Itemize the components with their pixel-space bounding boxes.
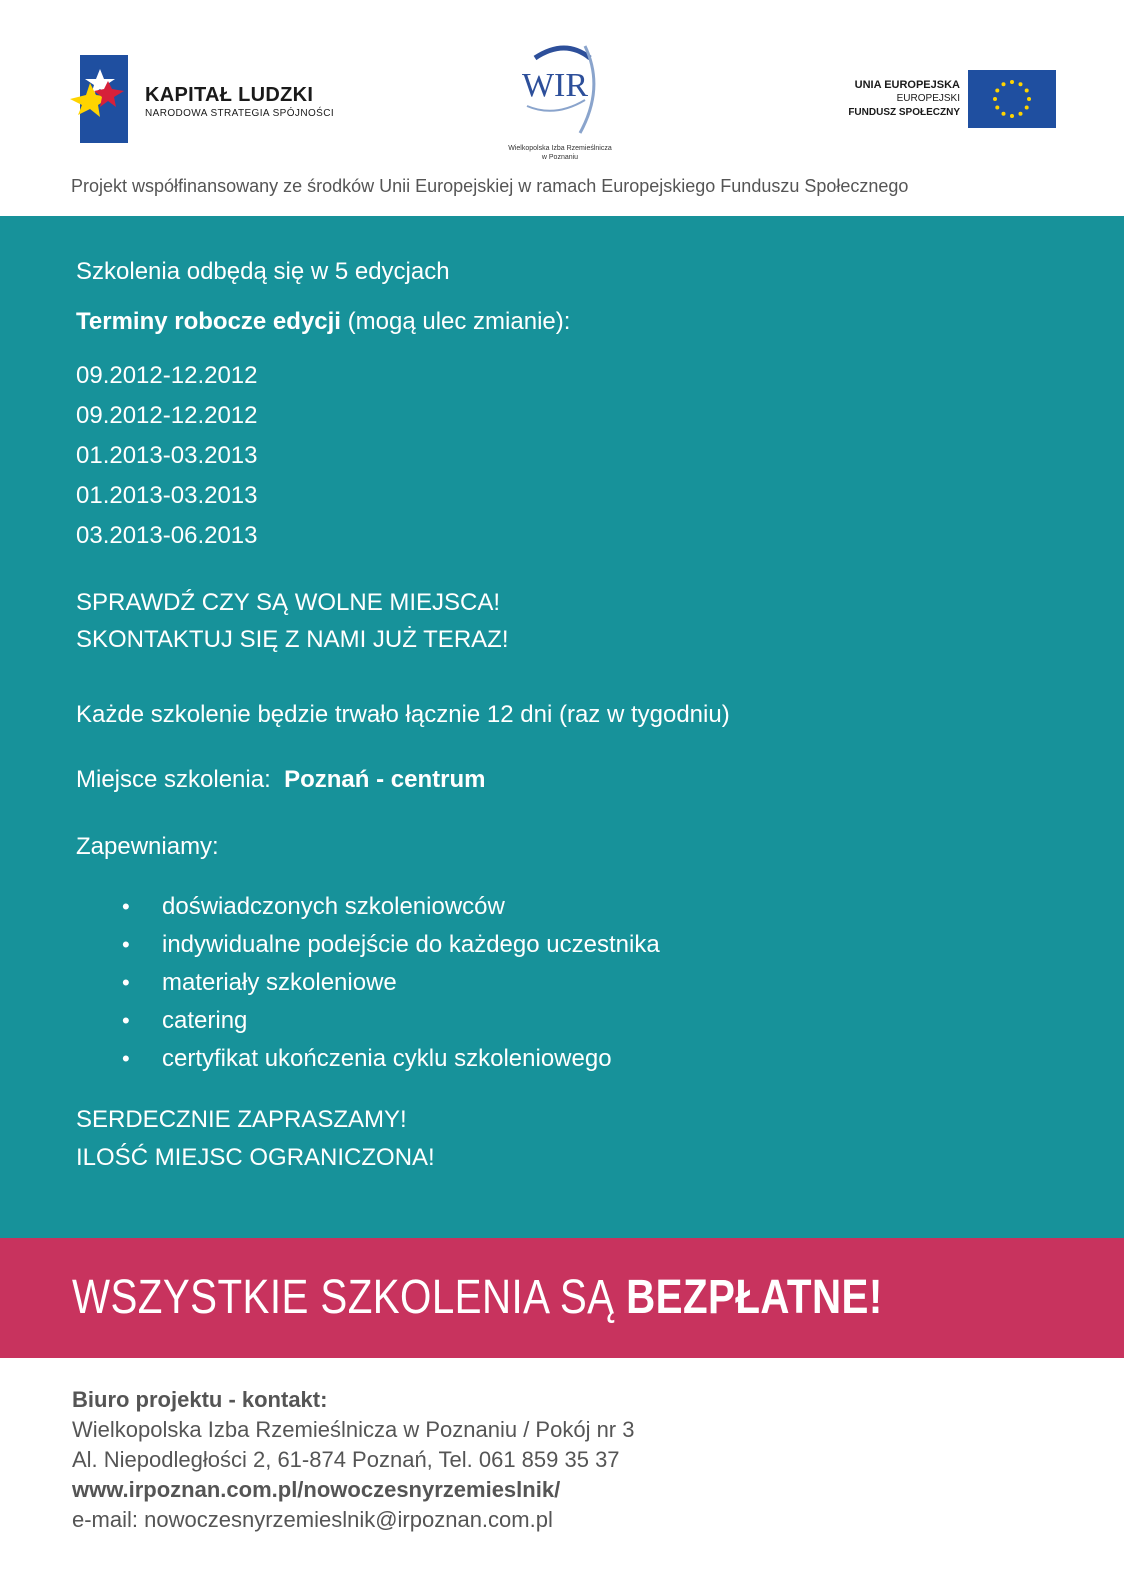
date-item: 03.2013-06.2013	[76, 522, 258, 549]
contact-title: Biuro projektu - kontakt:	[72, 1387, 328, 1412]
place-value: Poznań - centrum	[284, 766, 486, 793]
cofinancing-note: Projekt współfinansowany ze środków Unii Europejskiej w ramach Europejskiego Funduszu Społecznego	[71, 176, 909, 196]
list-item-text: materiały szkoleniowe	[162, 969, 397, 996]
main-info-panel	[0, 216, 1124, 1238]
check-line1: SPRAWDŹ CZY SĄ WOLNE MIEJSCA!	[76, 589, 501, 616]
bullet-icon: •	[122, 1046, 130, 1071]
list-item-text: catering	[162, 1007, 248, 1034]
eu-star-icon	[1010, 114, 1014, 118]
eu-flag-icon	[968, 70, 1056, 128]
kapital-ludzki-subtitle: NARODOWA STRATEGIA SPÓJNOŚCI	[145, 108, 335, 119]
wir-logo-text: WIR	[521, 67, 589, 104]
list-item-text: indywidualne podejście do każdego uczestnika	[162, 931, 660, 958]
date-item: 01.2013-03.2013	[76, 482, 258, 509]
bullet-icon: •	[122, 894, 130, 919]
contact-url-link[interactable]: www.irpoznan.com.pl/nowoczesnyrzemieslnik/	[72, 1477, 561, 1502]
terms-bold: Terminy robocze edycji	[76, 308, 341, 335]
contact-email-link[interactable]: e-mail: nowoczesnyrzemieslnik@irpoznan.com.pl	[72, 1507, 553, 1532]
invite-line1: SERDECZNIE ZAPRASZAMY!	[76, 1106, 407, 1133]
date-item: 01.2013-03.2013	[76, 442, 258, 469]
bullet-icon: •	[122, 1008, 130, 1033]
ue-line2: EUROPEJSKI	[896, 93, 960, 104]
eu-star-icon	[995, 89, 999, 93]
ue-line1: UNIA EUROPEJSKA	[854, 79, 960, 91]
list-item	[122, 926, 660, 964]
eu-star-icon	[1010, 80, 1014, 84]
eu-star-icon	[1027, 97, 1031, 101]
eu-star-icon	[995, 106, 999, 110]
check-line2: SKONTAKTUJ SIĘ Z NAMI JUŻ TERAZ!	[76, 626, 509, 653]
wir-caption-line1: Wielkopolska Izba Rzemieślnicza	[508, 145, 612, 152]
wir-logo	[505, 38, 605, 138]
list-item	[122, 964, 660, 1002]
eu-star-icon	[993, 97, 997, 101]
wir-caption-line2: w Poznaniu	[541, 154, 579, 161]
contact-line2: Al. Niepodległości 2, 61-874 Poznań, Tel. 061 859 35 37	[72, 1447, 620, 1472]
ue-text	[820, 78, 960, 120]
kapital-ludzki-logo	[70, 55, 130, 143]
provide-label: Zapewniamy:	[76, 833, 219, 860]
eu-star-icon	[1002, 112, 1006, 116]
eu-star-icon	[1025, 106, 1029, 110]
place-line	[76, 766, 485, 794]
place-label: Miejsce szkolenia:	[76, 766, 271, 793]
list-item-text: certyfikat ukończenia cyklu szkoleniowego	[162, 1045, 612, 1072]
duration-text: Każde szkolenie będzie trwało łącznie 12 dni (raz w tygodniu)	[76, 701, 730, 728]
eu-star-icon	[1002, 82, 1006, 86]
free-banner-text	[72, 1270, 883, 1325]
date-item: 09.2012-12.2012	[76, 402, 258, 429]
kapital-ludzki-title: KAPITAŁ LUDZKI	[145, 84, 314, 106]
list-item	[122, 1040, 660, 1078]
eu-star-icon	[1019, 112, 1023, 116]
free-banner-normal: WSZYSTKIE SZKOLENIA SĄ	[72, 1271, 627, 1324]
provide-list	[122, 888, 660, 1078]
kapital-ludzki-text	[145, 84, 334, 119]
invite-line2: ILOŚĆ MIEJSC OGRANICZONA!	[76, 1144, 435, 1171]
eu-star-icon	[1019, 82, 1023, 86]
header	[0, 0, 1124, 216]
date-item: 09.2012-12.2012	[76, 362, 258, 389]
bullet-icon: •	[122, 970, 130, 995]
list-item	[122, 888, 660, 926]
bullet-icon: •	[122, 932, 130, 957]
list-item-text: doświadczonych szkoleniowców	[162, 893, 505, 920]
terms-rest: (mogą ulec zmianie):	[340, 308, 571, 335]
contact-section	[72, 1385, 634, 1535]
list-item	[122, 1002, 660, 1040]
terms-heading	[76, 308, 570, 336]
eu-star-icon	[1025, 89, 1029, 93]
free-banner-bold: BEZPŁATNE!	[626, 1271, 883, 1324]
contact-line1: Wielkopolska Izba Rzemieślnicza w Poznaniu / Pokój nr 3	[72, 1417, 635, 1442]
free-banner	[0, 1238, 1124, 1358]
ue-line3: FUNDUSZ SPOŁECZNY	[848, 107, 960, 118]
wir-caption	[490, 144, 630, 162]
editions-text: Szkolenia odbędą się w 5 edycjach	[76, 258, 450, 285]
